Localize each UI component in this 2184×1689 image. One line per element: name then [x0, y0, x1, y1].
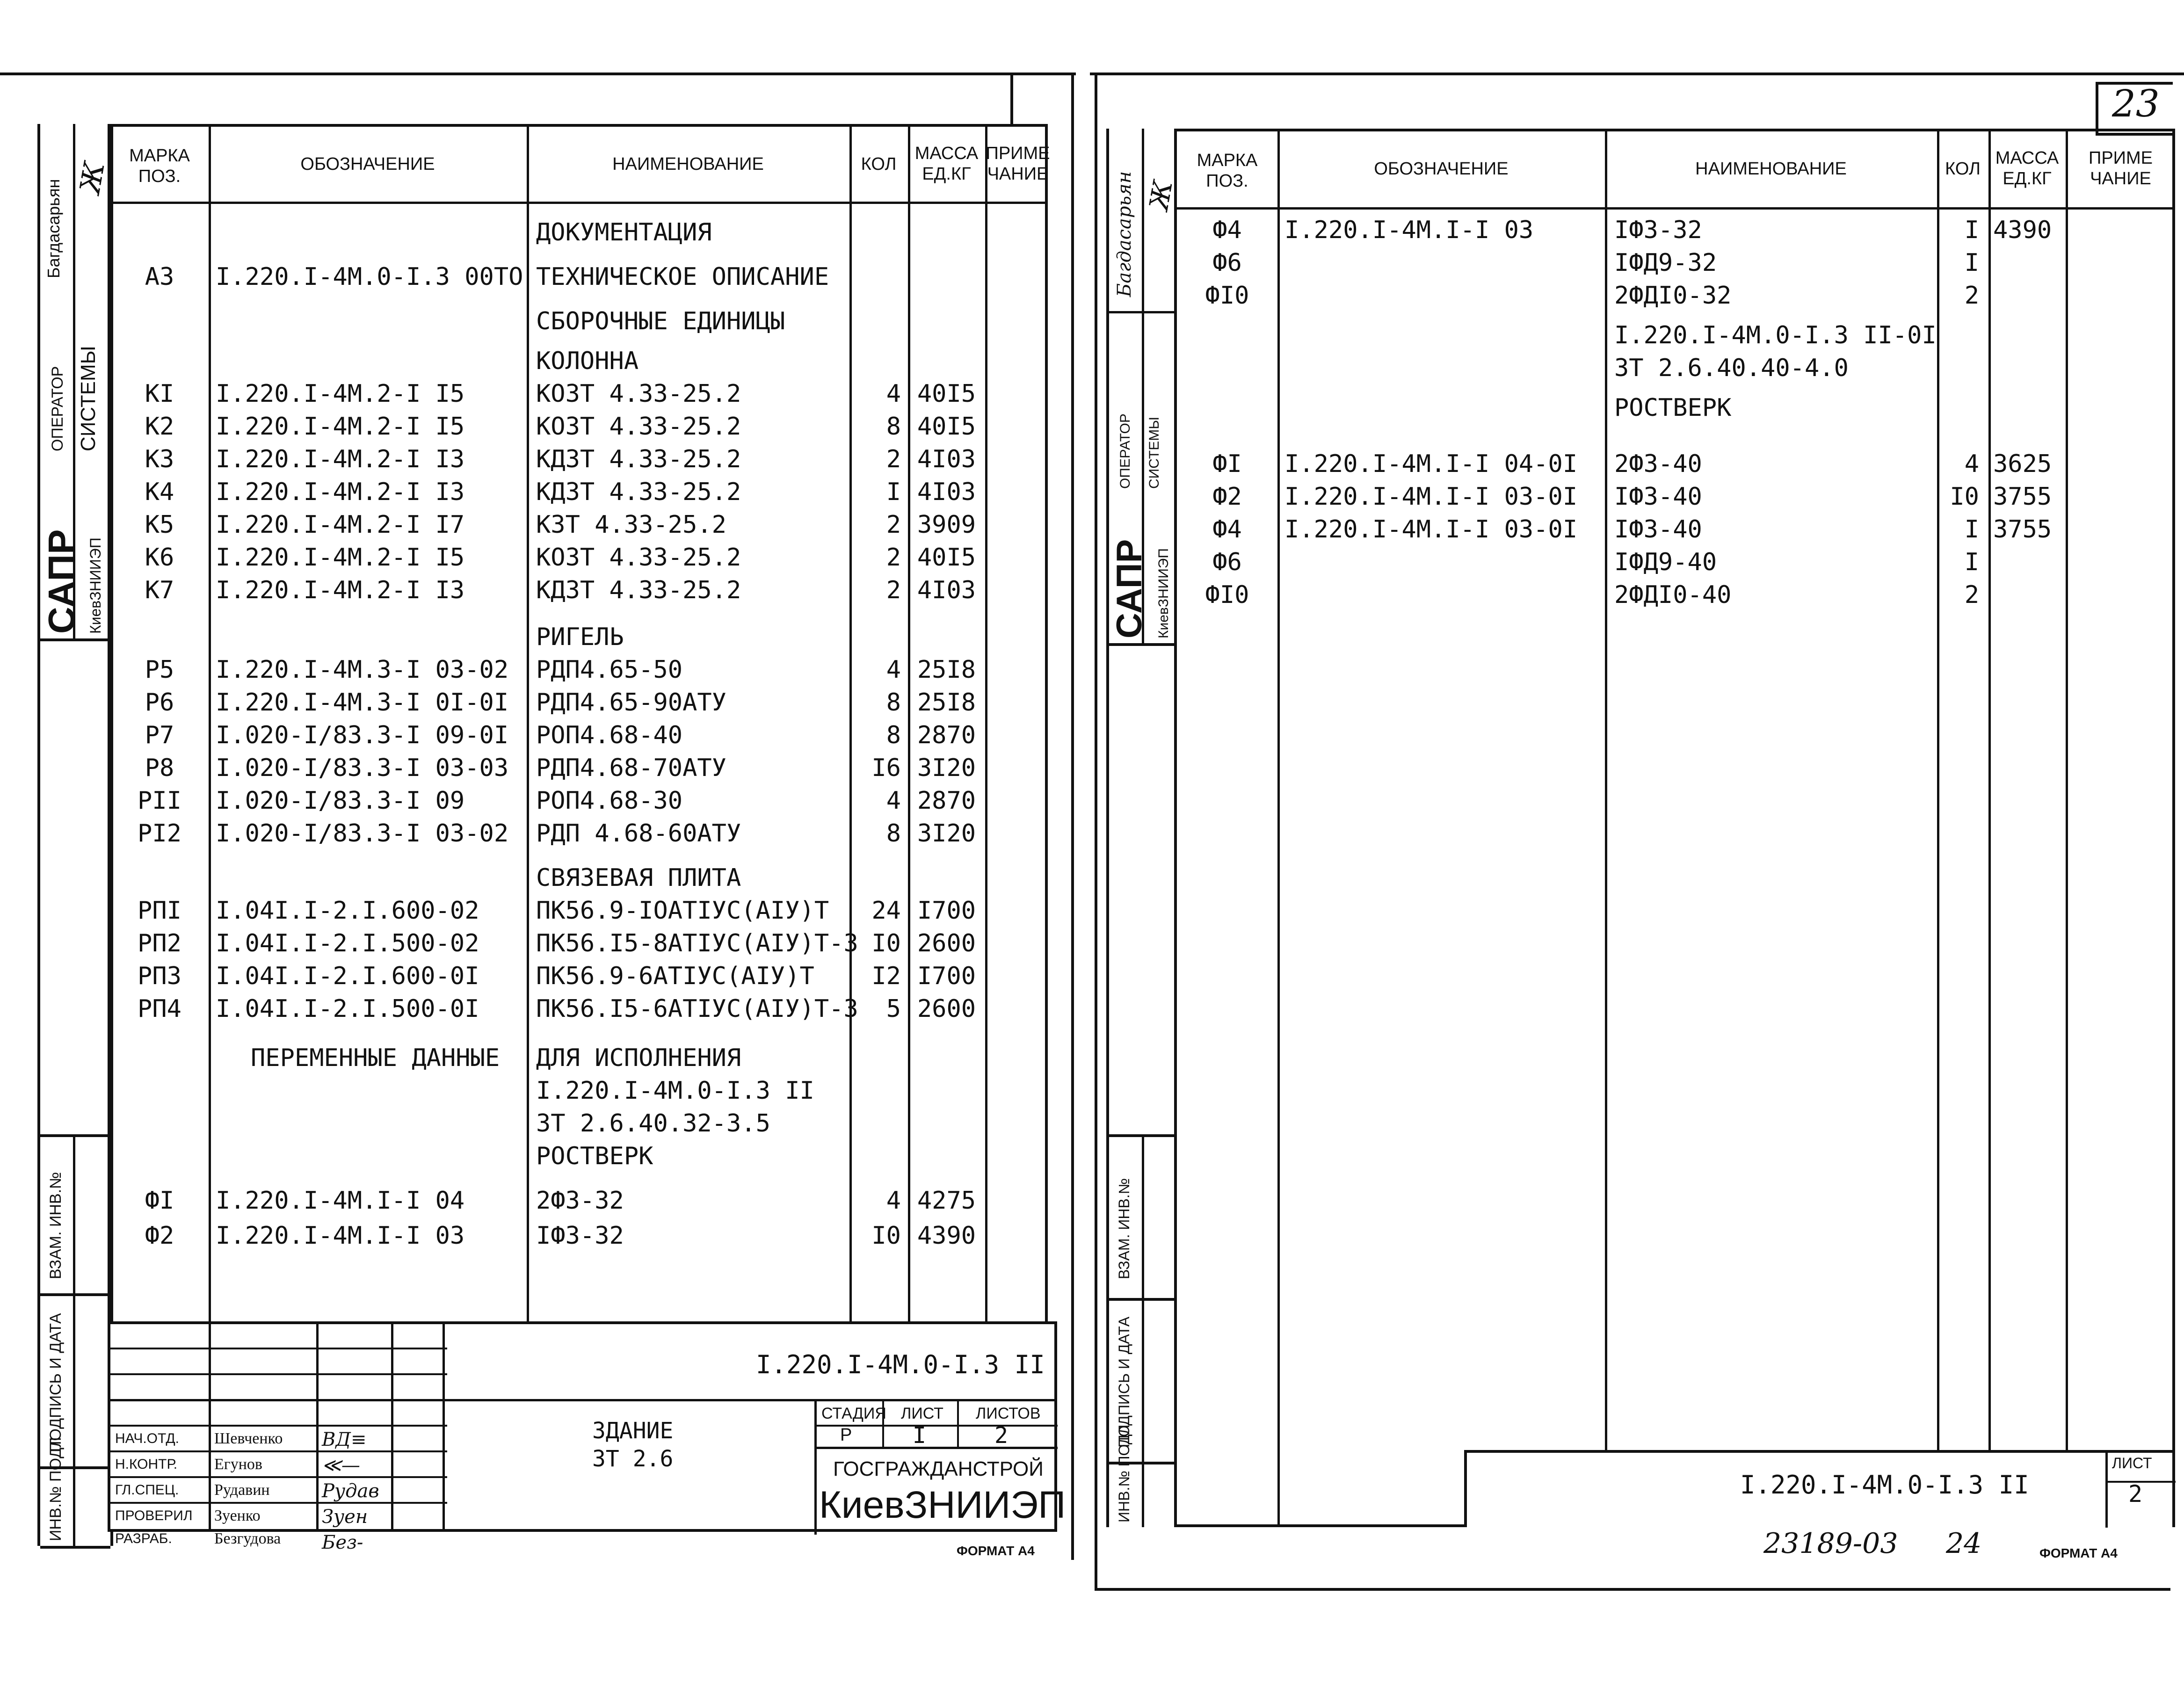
side-system: СИСТЕМЫ — [1146, 417, 1162, 489]
table-row — [110, 1076, 1045, 1105]
table-row — [110, 721, 1045, 750]
table-row — [110, 754, 1045, 783]
row-designation: I.220.I-4M.I-I 03 — [1284, 216, 1534, 244]
left-side-strip — [37, 124, 113, 1546]
side-surname: Багдасарьян — [44, 179, 63, 278]
table-row — [1177, 248, 2172, 277]
row-mass: 25I8 — [917, 689, 976, 717]
row-qty: 4 — [886, 380, 901, 408]
side-sapr: САПР — [41, 529, 82, 634]
row-name: РДП4.65-90АТУ — [536, 689, 726, 717]
tb-name-2: Рудавин — [214, 1481, 270, 1499]
row-qty: I — [1964, 548, 1979, 576]
row-mark: ФI — [1212, 450, 1242, 478]
row-qty: I0 — [871, 1222, 901, 1250]
row-name: 2ФДI0-32 — [1614, 282, 1732, 310]
row-name: ПК56.9-6АТIУС(АIУ)Т — [536, 962, 814, 990]
row-name: РДП4.65-50 — [536, 656, 683, 684]
row-designation: I.220.I-4M.2-I I5 — [216, 413, 465, 441]
table-row — [110, 478, 1045, 507]
table-row — [1177, 482, 2172, 511]
table-row — [110, 623, 1045, 652]
row-mass: 25I8 — [917, 656, 976, 684]
side-system: СИСТЕМЫ — [77, 346, 100, 451]
row-mass: 2600 — [917, 929, 976, 957]
row-qty: I — [1964, 515, 1979, 544]
row-mark: Ф6 — [1212, 249, 1242, 277]
row-qty: I2 — [871, 962, 901, 990]
side-inv: ИНВ.№ ПОДЛ — [47, 1437, 65, 1541]
table-row — [110, 347, 1045, 376]
row-mass: 3909 — [917, 511, 976, 539]
side-surname: Багдасарьян — [1114, 171, 1135, 297]
table-row — [1177, 354, 2172, 383]
row-qty: 4 — [1964, 450, 1979, 478]
row-qty: 8 — [886, 819, 901, 848]
table-row — [110, 412, 1045, 441]
tb-name-4: Безгудова — [214, 1530, 281, 1547]
header-qty: КОЛ — [861, 154, 897, 174]
row-name: IФ3-40 — [1614, 515, 1702, 544]
tb-org2: КиевЗНИИЭП — [819, 1484, 1066, 1526]
row-mass: 3625 — [1993, 450, 2052, 478]
row-mark: Ф2 — [145, 1222, 174, 1250]
side-org: КиевЗНИИЭП — [1156, 548, 1171, 638]
row-qty: 8 — [886, 721, 901, 749]
row-designation: I.220.I-4M.3-I 03-02 — [216, 656, 509, 684]
tb-name-3: Зуенко — [214, 1507, 261, 1524]
row-qty: 5 — [886, 995, 901, 1023]
row-mass: 3I20 — [917, 754, 976, 782]
row-mark: РП4 — [138, 995, 181, 1023]
tb-name-1: Егунов — [214, 1456, 262, 1473]
row-mark: РП2 — [138, 929, 181, 957]
table-row — [1177, 580, 2172, 609]
header-name: НАИМЕНОВАНИЕ — [1695, 159, 1847, 179]
tb-sheet-label: ЛИСТ — [901, 1405, 943, 1422]
table-row — [110, 543, 1045, 572]
table-row — [110, 1186, 1045, 1215]
row-mass: 2870 — [917, 787, 976, 815]
table-row — [110, 307, 1045, 336]
table-row — [110, 994, 1045, 1023]
side-org: КиевЗНИИЭП — [87, 537, 104, 634]
row-mark: РII — [138, 787, 181, 815]
format-left: ФОРМАТ А4 — [957, 1544, 1035, 1558]
row-mark: Ф4 — [1212, 515, 1242, 544]
header-mass: МАССА ЕД.КГ — [914, 144, 979, 184]
header-note: ПРИМЕ ЧАНИЕ — [2089, 148, 2153, 188]
table-row — [1177, 449, 2172, 478]
row-qty: 4 — [886, 1187, 901, 1215]
row-name: РИГЕЛЬ — [536, 623, 624, 651]
table-row — [1177, 548, 2172, 577]
row-name: РОСТВЕРК — [1614, 394, 1732, 422]
table-row — [110, 218, 1045, 247]
side-vzam: ВЗАМ. ИНВ.№ — [1116, 1178, 1132, 1279]
side-vzam: ВЗАМ. ИНВ.№ — [47, 1172, 65, 1279]
row-designation: I.020-I/83.3-I 03-02 — [216, 819, 509, 848]
row-designation: I.220.I-4M.2-I I3 — [216, 576, 465, 604]
tb-stage-label: СТАДИЯ — [821, 1405, 886, 1422]
tb-sheets-label: ЛИСТОВ — [976, 1405, 1041, 1422]
row-name: 3Т 2.6.40.40-4.0 — [1614, 354, 1849, 382]
side-signature: Ж — [1143, 178, 1179, 213]
row-mark: К5 — [145, 511, 174, 539]
side-signature: Ж — [73, 159, 112, 196]
table-row — [110, 1044, 1045, 1073]
tb-role-2: ГЛ.СПЕЦ. — [115, 1482, 179, 1498]
tb-name-0: Шевченко — [214, 1430, 283, 1447]
row-mass: 40I5 — [917, 380, 976, 408]
row-mass: 3I20 — [917, 819, 976, 848]
row-designation: I.220.I-4M.I-I 03 — [216, 1222, 465, 1250]
side-inv: ИНВ.№ ПОДЛ — [1116, 1424, 1132, 1522]
row-designation: I.220.I-4M.I-I 04 — [216, 1187, 465, 1215]
header-note: ПРИМЕ ЧАНИЕ — [986, 144, 1050, 184]
row-qty: 2 — [886, 576, 901, 604]
spec-table-right — [1174, 129, 2175, 1527]
row-name: ТЕХНИЧЕСКОЕ ОПИСАНИЕ — [536, 263, 829, 291]
row-qty: 2 — [886, 445, 901, 473]
row-mark: ФI0 — [1205, 581, 1249, 609]
row-designation: I.220.I-4M.0-I.3 00ТО — [216, 263, 523, 291]
row-mass: 3755 — [1993, 483, 2052, 511]
row-name: РДП 4.68-60АТУ — [536, 819, 741, 848]
tb-role-1: Н.КОНТР. — [115, 1457, 178, 1472]
row-mark: Ф4 — [1212, 216, 1242, 244]
table-row — [110, 929, 1045, 958]
row-qty: I0 — [871, 929, 901, 957]
table-row — [110, 445, 1045, 474]
left-sheet — [0, 72, 1090, 1579]
header-qty: КОЛ — [1945, 159, 1981, 179]
row-name: РОП4.68-40 — [536, 721, 683, 749]
row-name: IФД9-32 — [1614, 249, 1717, 277]
row-name: КД3Т 4.33-25.2 — [536, 478, 741, 506]
row-mass: 4I03 — [917, 576, 976, 604]
side-operator: ОПЕРАТОР — [49, 366, 66, 451]
row-mark: К6 — [145, 544, 174, 572]
row-name: КО3Т 4.33-25.2 — [536, 544, 741, 572]
row-name: КД3Т 4.33-25.2 — [536, 445, 741, 473]
row-mass: 4390 — [917, 1222, 976, 1250]
table-row — [110, 1221, 1045, 1250]
row-name: К3Т 4.33-25.2 — [536, 511, 726, 539]
row-mass: 40I5 — [917, 413, 976, 441]
row-mass: I700 — [917, 897, 976, 925]
row-mark: РП3 — [138, 962, 181, 990]
row-name: 2Ф3-40 — [1614, 450, 1702, 478]
row-mass: 4390 — [1993, 216, 2052, 244]
row-mark: ФI0 — [1205, 282, 1249, 310]
footer-sheet: 2 — [2128, 1480, 2143, 1508]
row-designation: I.220.I-4M.2-I I3 — [216, 445, 465, 473]
row-qty: I — [886, 478, 901, 506]
tb-stage: Р — [840, 1425, 852, 1445]
row-name: ПК56.I5-6АТIУС(АIУ)Т-3 — [536, 995, 858, 1023]
row-name: КД3Т 4.33-25.2 — [536, 576, 741, 604]
tb-signatures: ВД≡ ≪— Рудав Зуен Без- — [322, 1429, 379, 1553]
row-mark: РПI — [138, 897, 181, 925]
row-name: IФ3-32 — [536, 1222, 624, 1250]
archive-number: 23189-03 — [1763, 1527, 1898, 1560]
side-podpis: ПОДПИСЬ И ДАТА — [47, 1313, 65, 1452]
row-mass: 4I03 — [917, 478, 976, 506]
row-qty: 2 — [886, 544, 901, 572]
side-sapr: САПР — [1110, 539, 1149, 638]
row-name: РОСТВЕРК — [536, 1142, 653, 1170]
row-designation: I.220.I-4M.I-I 03-0I — [1284, 515, 1578, 544]
header-designation: ОБОЗНАЧЕНИЕ — [300, 154, 435, 174]
row-mass: 3755 — [1993, 515, 2052, 544]
header-mark: МАРКА ПОЗ. — [129, 146, 190, 186]
table-row — [110, 655, 1045, 684]
row-mark: А3 — [145, 263, 174, 291]
row-qty: 2 — [1964, 581, 1979, 609]
table-row — [110, 863, 1045, 892]
table-row — [110, 1142, 1045, 1171]
row-designation: I.220.I-4M.I-I 03-0I — [1284, 483, 1578, 511]
row-mark: ФI — [145, 1187, 174, 1215]
table-row — [110, 576, 1045, 605]
header-mass: МАССА ЕД.КГ — [1995, 148, 2059, 188]
row-qty: 4 — [886, 787, 901, 815]
table-row — [110, 262, 1045, 291]
archive-page: 24 — [1946, 1527, 1982, 1560]
tb-title2: 3Т 2.6 — [592, 1446, 674, 1472]
row-name: IФД9-40 — [1614, 548, 1717, 576]
table-row — [1177, 216, 2172, 245]
row-mark: К2 — [145, 413, 174, 441]
row-mass: 2870 — [917, 721, 976, 749]
row-designation: I.04I.I-2.I.500-0I — [216, 995, 479, 1023]
row-designation: ПЕРЕМЕННЫЕ ДАННЫЕ — [251, 1044, 500, 1072]
row-name: РОП4.68-30 — [536, 787, 683, 815]
row-qty: 8 — [886, 689, 901, 717]
row-name: СБОРОЧНЫЕ ЕДИНИЦЫ — [536, 307, 785, 335]
tb-sheet: I — [913, 1422, 926, 1449]
row-qty: 2 — [886, 511, 901, 539]
row-mass: I700 — [917, 962, 976, 990]
row-mass: 4I03 — [917, 445, 976, 473]
row-qty: 24 — [871, 897, 901, 925]
header-mark: МАРКА ПОЗ. — [1197, 151, 1258, 191]
row-name: I.220.I-4M.0-I.3 II-0I — [1614, 321, 1937, 349]
row-qty: 2 — [1964, 282, 1979, 310]
row-mark: К4 — [145, 478, 174, 506]
row-designation: I.220.I-4M.2-I I5 — [216, 380, 465, 408]
row-qty: I6 — [871, 754, 901, 782]
row-qty: I — [1964, 216, 1979, 244]
format-right: ФОРМАТ А4 — [2039, 1546, 2118, 1560]
table-row — [1177, 393, 2172, 422]
table-row — [110, 379, 1045, 408]
table-row — [1177, 321, 2172, 350]
table-row — [110, 896, 1045, 925]
row-name: ДОКУМЕНТАЦИЯ — [536, 218, 712, 246]
row-name: IФ3-40 — [1614, 483, 1702, 511]
spec-table-left — [108, 124, 1048, 1504]
header-name: НАИМЕНОВАНИЕ — [612, 154, 764, 174]
row-mark: Ф6 — [1212, 548, 1242, 576]
row-designation: I.04I.I-2.I.600-02 — [216, 897, 479, 925]
table-row — [110, 962, 1045, 991]
row-name: ПК56.9-IОАТIУС(АIУ)Т — [536, 897, 829, 925]
row-mark: Ф2 — [1212, 483, 1242, 511]
table-row — [110, 786, 1045, 815]
row-designation: I.020-I/83.3-I 09 — [216, 787, 465, 815]
tb-title1: ЗДАНИЕ — [592, 1418, 674, 1444]
tb-code: I.220.I-4M.0-I.3 II — [756, 1350, 1045, 1379]
page-number: 23 — [2112, 82, 2160, 125]
row-mark: Р8 — [145, 754, 174, 782]
table-row — [110, 1109, 1045, 1138]
row-name: СВЯЗЕВАЯ ПЛИТА — [536, 864, 741, 892]
row-name: КО3Т 4.33-25.2 — [536, 413, 741, 441]
row-mark: РI2 — [138, 819, 181, 848]
header-designation: ОБОЗНАЧЕНИЕ — [1374, 159, 1509, 179]
row-designation: I.220.I-4M.I-I 04-0I — [1284, 450, 1578, 478]
side-podpis: ПОДПИСЬ И ДАТА — [1116, 1316, 1132, 1448]
row-qty: 4 — [886, 656, 901, 684]
row-designation: I.220.I-4M.2-I I7 — [216, 511, 465, 539]
row-designation: I.04I.I-2.I.600-0I — [216, 962, 479, 990]
right-sheet — [1090, 72, 2184, 1616]
row-mark: К7 — [145, 576, 174, 604]
row-name: IФ3-32 — [1614, 216, 1702, 244]
row-designation: I.020-I/83.3-I 09-0I — [216, 721, 509, 749]
row-name: 3Т 2.6.40.32-3.5 — [536, 1109, 770, 1138]
side-operator: ОПЕРАТОР — [1117, 413, 1133, 489]
row-designation: I.220.I-4M.2-I I3 — [216, 478, 465, 506]
row-mass: 40I5 — [917, 544, 976, 572]
row-mark: Р5 — [145, 656, 174, 684]
row-name: РДП4.68-70АТУ — [536, 754, 726, 782]
row-designation: I.04I.I-2.I.500-02 — [216, 929, 479, 957]
table-row — [1177, 281, 2172, 310]
row-mass: 4275 — [917, 1187, 976, 1215]
row-name: КО3Т 4.33-25.2 — [536, 380, 741, 408]
row-mark: К3 — [145, 445, 174, 473]
row-designation: I.220.I-4M.2-I I5 — [216, 544, 465, 572]
footer-code: I.220.I-4M.0-I.3 II — [1740, 1470, 2029, 1500]
tb-role-0: НАЧ.ОТД. — [115, 1431, 179, 1446]
row-mark: Р7 — [145, 721, 174, 749]
row-name: 2ФДI0-40 — [1614, 581, 1732, 609]
row-qty: I0 — [1950, 483, 1979, 511]
table-row — [110, 510, 1045, 539]
row-qty: 8 — [886, 413, 901, 441]
right-side-strip — [1106, 129, 1177, 1527]
table-row — [1177, 515, 2172, 544]
row-qty: I — [1964, 249, 1979, 277]
table-row — [110, 688, 1045, 717]
tb-role-4: РАЗРАБ. — [115, 1531, 172, 1546]
row-name: ПК56.I5-8АТIУС(АIУ)Т-3 — [536, 929, 858, 957]
row-designation: I.220.I-4M.3-I 0I-0I — [216, 689, 509, 717]
tb-org1: ГОСГРАЖДАНСТРОЙ — [833, 1457, 1044, 1480]
row-mark: КI — [145, 380, 174, 408]
footer-sheet-label: ЛИСТ — [2112, 1455, 2152, 1472]
row-mark: Р6 — [145, 689, 174, 717]
table-row — [110, 819, 1045, 848]
row-mass: 2600 — [917, 995, 976, 1023]
row-name: ДЛЯ ИСПОЛНЕНИЯ — [536, 1044, 741, 1072]
tb-sheets: 2 — [994, 1422, 1008, 1449]
row-designation: I.020-I/83.3-I 03-03 — [216, 754, 509, 782]
row-name: I.220.I-4M.0-I.3 II — [536, 1077, 814, 1105]
row-name: 2Ф3-32 — [536, 1187, 624, 1215]
tb-role-3: ПРОВЕРИЛ — [115, 1508, 193, 1523]
row-name: КОЛОННА — [536, 347, 639, 375]
